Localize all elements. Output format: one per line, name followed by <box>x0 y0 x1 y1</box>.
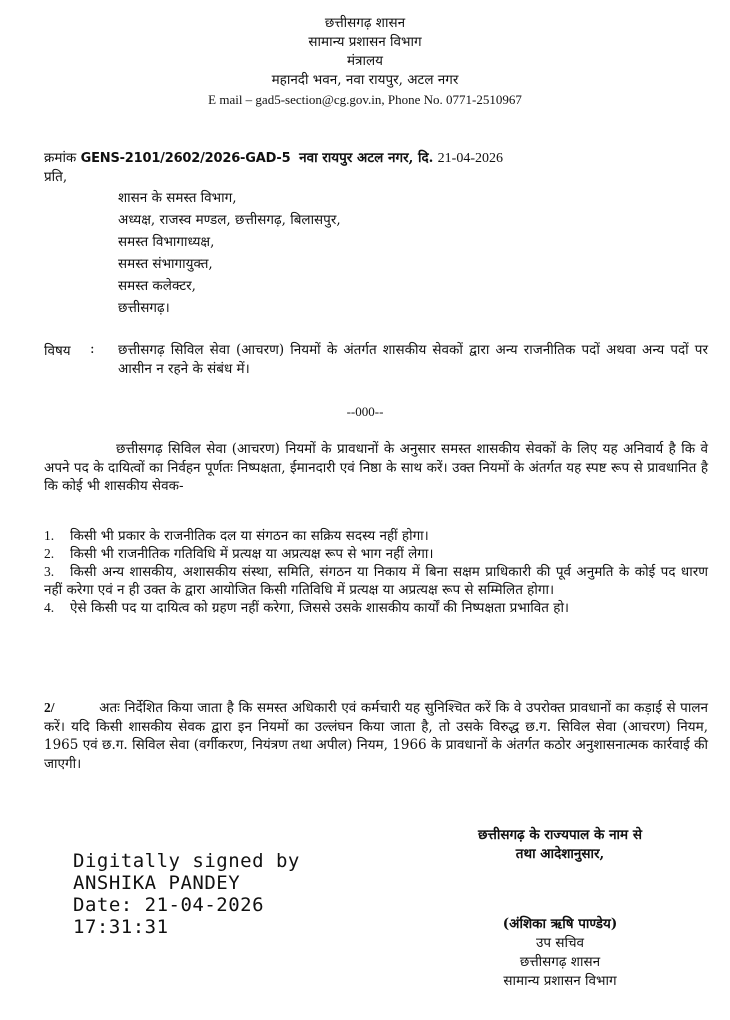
addressee: अध्यक्ष, राजस्व मण्डल, छत्तीसगढ़, बिलासपुर, <box>118 212 341 228</box>
addressee: समस्त संभागायुक्त, <box>118 256 213 272</box>
rule-number: 2. <box>44 546 55 561</box>
signature-line: ANSHIKA PANDEY <box>73 872 241 894</box>
digital-signature <box>73 850 300 938</box>
addressee-list <box>118 187 341 319</box>
reference-date: 21-04-2026 <box>437 151 503 166</box>
addressee: छत्तीसगढ़। <box>118 300 170 316</box>
list-item <box>44 527 708 545</box>
authority-line: तथा आदेशानुसार, <box>515 846 605 862</box>
signatory-block <box>430 915 690 991</box>
addressee: समस्त विभागाध्यक्ष, <box>118 234 215 250</box>
rule-number: 4. <box>44 600 55 615</box>
subject-label: विषय <box>44 343 71 359</box>
rule-text: किसी भी प्रकार के राजनीतिक दल या संगठन का सक्रिय सदस्य नहीं होगा। <box>70 528 429 544</box>
reference-place: नवा रायपुर अटल नगर, दि. <box>299 150 434 166</box>
reference-line <box>44 149 503 168</box>
list-item <box>44 599 708 617</box>
signatory-name: (अंशिका ऋषि पाण्डेय) <box>502 916 618 932</box>
rule-number: 1. <box>44 528 55 543</box>
authority-block <box>430 826 690 864</box>
list-item <box>44 563 708 599</box>
department-name: सामान्य प्रशासन विभाग <box>308 34 422 50</box>
govt-name: छत्तीसगढ़ शासन <box>324 15 406 31</box>
reference-number: GENS-2101/2602/2026-GAD-5 <box>80 151 291 166</box>
signature-line: Date: 21-04-2026 <box>73 894 265 916</box>
directive-text: अतः निर्देशित किया जाता है कि समस्त अधिकारी एवं कर्मचारी यह सुनिश्चित करें कि वे उपरोक्त प्रावधानों का कड़ाई से पालन करें। यदि किसी शासकीय सेवक द्वारा इन नियमों का उल्लंघन किया जाता है, तो उसके विरुद्ध छ.ग. सिविल सेवा (आचरण) नियम, 1965 एवं छ.ग. सिविल सेवा (वर्गीकरण, नियंत्रण तथा अपील) नियम, 1966 के प्रावधानों के अंतर्गत कठोर अनुशासनात्मक कार्रवाई की जाएगी। <box>44 700 708 772</box>
office-name: मंत्रालय <box>346 53 383 69</box>
subject-colon: : <box>90 341 95 357</box>
directive-paragraph <box>44 699 708 773</box>
reference-prefix: क्रमांक <box>44 150 77 166</box>
signatory-department: सामान्य प्रशासन विभाग <box>503 973 617 989</box>
rule-text: ऐसे किसी पद या दायित्व को ग्रहण नहीं करेगा, जिससे उसके शासकीय कार्यों की निष्पक्षता प्रभावित हो। <box>70 600 570 616</box>
rule-text: किसी भी राजनीतिक गतिविधि में प्रत्यक्ष या अप्रत्यक्ष रूप से भाग नहीं लेगा। <box>70 546 434 562</box>
rule-text: किसी अन्य शासकीय, अशासकीय संस्था, समिति, संगठन या निकाय में बिना सक्षम प्राधिकारी की पूर्व अनुमति के कोई पद धारण नहीं करेगा एवं न ही उक्त के द्वारा आयोजित किसी गतिविधि में प्रत्यक्ष या अप्रत्यक्ष रूप से सम्मिलित होगा। <box>44 564 708 598</box>
rule-number: 3. <box>44 564 55 579</box>
letterhead <box>0 14 730 109</box>
contact-line: E mail – gad5-section@cg.gov.in, Phone No. 0771-2510967 <box>208 92 522 107</box>
signature-line: Digitally signed by <box>73 850 300 872</box>
office-address: महानदी भवन, नवा रायपुर, अटल नगर <box>271 72 459 88</box>
signature-line: 17:31:31 <box>73 916 169 938</box>
authority-line: छत्तीसगढ़ के राज्यपाल के नाम से <box>478 827 642 843</box>
to-label: प्रति, <box>44 169 68 185</box>
addressee: शासन के समस्त विभाग, <box>118 190 237 206</box>
list-item <box>44 545 708 563</box>
section-divider: --000-- <box>346 404 384 419</box>
signatory-government: छत्तीसगढ़ शासन <box>519 954 601 970</box>
signatory-designation: उप सचिव <box>535 935 585 951</box>
rules-list <box>44 527 708 617</box>
paragraph-number: 2/ <box>44 700 55 715</box>
addressee: समस्त कलेक्टर, <box>118 278 196 294</box>
intro-paragraph: छत्तीसगढ़ सिविल सेवा (आचरण) नियमों के प्रावधानों के अनुसार समस्त शासकीय सेवकों के लिए यह अनिवार्य है कि वे अपने पद के दायित्वों का निर्वहन पूर्णतः निष्पक्षता, ईमानदारी एवं निष्ठा के साथ करें। उक्त नियमों के अंतर्गत यह स्पष्ट रूप से प्रावधानित है कि कोई भी शासकीय सेवक- <box>44 441 708 494</box>
subject-text: छत्तीसगढ़ सिविल सेवा (आचरण) नियमों के अंतर्गत शासकीय सेवकों द्वारा अन्य राजनीतिक पदों अथवा अन्य पदों पर आसीन न रहने के संबंध में। <box>118 342 708 377</box>
